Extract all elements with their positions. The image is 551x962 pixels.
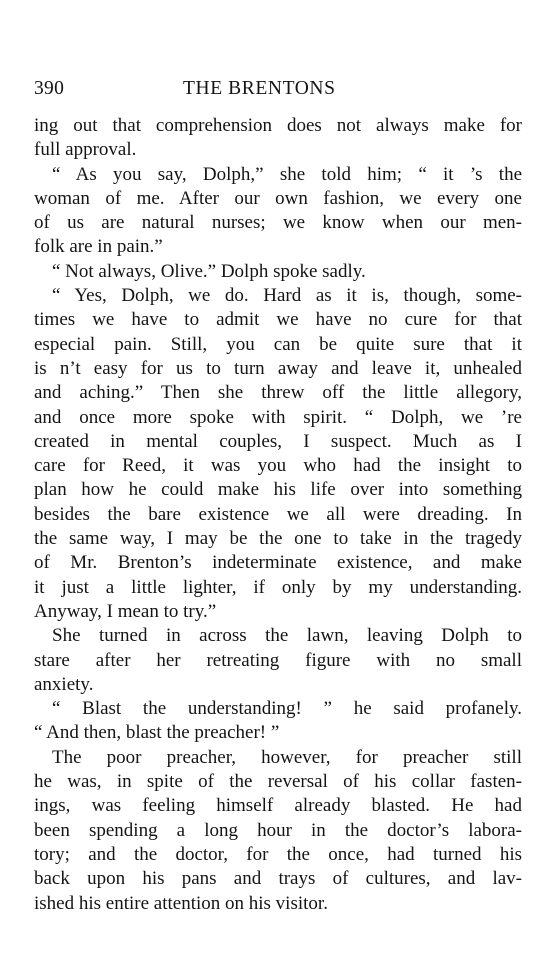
text-line: woman of me. After our own fashion, we every one bbox=[34, 187, 522, 209]
body-text bbox=[34, 114, 522, 916]
page-number: 390 bbox=[34, 78, 65, 99]
text-line: “ And then, blast the preacher! ” bbox=[34, 722, 280, 744]
text-line: The poor preacher, however, for preacher still bbox=[52, 746, 522, 768]
text-line: “ Blast the understanding! ” he said profanely. bbox=[52, 698, 522, 720]
text-line: besides the bare existence we all were dreading. In bbox=[34, 503, 522, 525]
text-line: times we have to admit we have no cure for that bbox=[34, 309, 522, 331]
text-line: and aching.” Then she threw off the little allegory, bbox=[34, 382, 522, 404]
text-line: he was, in spite of the reversal of his collar fasten- bbox=[34, 771, 522, 793]
text-line: is n’t easy for us to turn away and leave it, unhealed bbox=[34, 357, 522, 379]
text-line: it just a little lighter, if only by my understanding. bbox=[34, 576, 522, 598]
text-line: been spending a long hour in the doctor’s labora- bbox=[34, 819, 522, 841]
text-line: ished his entire attention on his visitor. bbox=[34, 892, 328, 914]
text-line: “ Yes, Dolph, we do. Hard as it is, though, some- bbox=[52, 285, 522, 307]
running-title: THE BRENTONS bbox=[183, 78, 336, 99]
text-line: the same way, I may be the one to take in the tragedy bbox=[34, 528, 522, 550]
text-line: Anyway, I mean to try.” bbox=[34, 600, 217, 622]
text-line: and once more spoke with spirit. “ Dolph, we ’re bbox=[34, 406, 522, 428]
text-line: back upon his pans and trays of cultures, and lav- bbox=[34, 868, 522, 890]
text-line: care for Reed, it was you who had the insight to bbox=[34, 455, 522, 477]
text-line: “ As you say, Dolph,” she told him; “ it ’s the bbox=[52, 163, 522, 185]
text-line: created in mental couples, I suspect. Much as I bbox=[34, 430, 522, 452]
text-line: anxiety. bbox=[34, 673, 94, 695]
text-line: of Mr. Brenton’s indeterminate existence, and make bbox=[34, 552, 522, 574]
text-line: stare after her retreating figure with no small bbox=[34, 649, 522, 671]
text-line: tory; and the doctor, for the once, had turned his bbox=[34, 843, 522, 865]
running-header bbox=[34, 78, 522, 104]
text-line: “ Not always, Olive.” Dolph spoke sadly. bbox=[52, 260, 366, 282]
text-line: full approval. bbox=[34, 139, 137, 161]
text-line: folk are in pain.” bbox=[34, 236, 163, 258]
text-line: ings, was feeling himself already blasted. He had bbox=[34, 795, 522, 817]
text-line: of us are natural nurses; we know when our men- bbox=[34, 212, 522, 234]
text-line: She turned in across the lawn, leaving Dolph to bbox=[52, 625, 522, 647]
text-line: ing out that comprehension does not always make for bbox=[34, 115, 522, 136]
text-line: especial pain. Still, you can be quite sure that it bbox=[34, 333, 522, 355]
text-line: plan how he could make his life over into something bbox=[34, 479, 522, 501]
